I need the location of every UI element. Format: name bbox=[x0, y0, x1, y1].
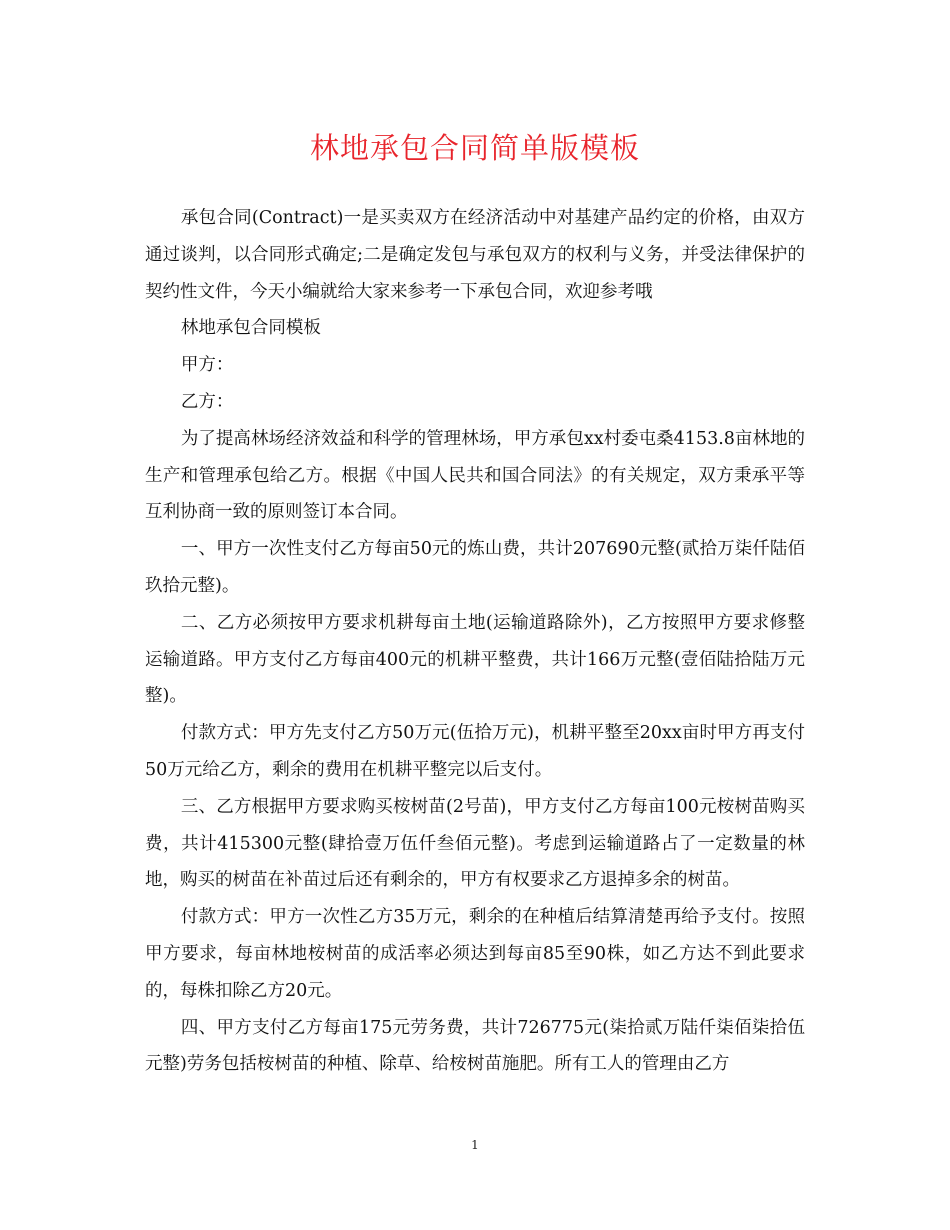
clause-2-paragraph: 二、乙方必须按甲方要求机耕每亩土地(运输道路除外)，乙方按照甲方要求修整运输道路。甲方支付乙方每亩400元的机耕平整费，共计166万元整(壹佰陆拾陆万元整)。 bbox=[145, 612, 805, 707]
party-a-line: 甲方： bbox=[180, 355, 234, 376]
page-number: 1 bbox=[471, 1138, 479, 1152]
intro-paragraph: 承包合同(Contract)一是买卖双方在经济活动中对基建产品约定的价格，由双方通过谈判，以合同形式确定;二是确定发包与承包双方的权利与义务，并受法律保护的契约性文件，今天小编就给大家来参考一下承包合同，欢迎参考哦 bbox=[145, 208, 805, 302]
preamble-paragraph: 为了提高林场经济效益和科学的管理林场，甲方承包xx村委屯桑4153.8亩林地的生产和管理承包给乙方。根据《中国人民共和国合同法》的有关规定，双方秉承平等互利协商一致的原则签订本合同。 bbox=[145, 428, 805, 523]
template-heading: 林地承包合同模板 bbox=[180, 318, 321, 339]
document-body bbox=[145, 200, 805, 1083]
clause-4-paragraph: 四、甲方支付乙方每亩175元劳务费，共计726775元(柒拾贰万陆仟柒佰柒拾伍元整)劳务包括桉树苗的种植、除草、给桉树苗施肥。所有工人的管理由乙方 bbox=[145, 1017, 805, 1075]
payment-method-2-paragraph: 付款方式：甲方一次性乙方35万元，剩余的在种植后结算清楚再给予支付。按照甲方要求，每亩林地桉树苗的成活率必须达到每亩85至90株，如乙方达不到此要求的，每株扣除乙方20元。 bbox=[145, 907, 805, 1001]
clause-3-paragraph: 三、乙方根据甲方要求购买桉树苗(2号苗)，甲方支付乙方每亩100元桉树苗购买费，共计415300元整(肆拾壹万伍仟叁佰元整)。考虑到运输道路占了一定数量的林地，购买的树苗在补苗过后还有剩余的，甲方有权要求乙方退掉多余的树苗。 bbox=[145, 796, 805, 891]
page-title: 林地承包合同简单版模板 bbox=[309, 131, 640, 165]
clause-1-paragraph: 一、甲方一次性支付乙方每亩50元的炼山费，共计207690元整(贰拾万柒仟陆佰玖拾元整)。 bbox=[145, 539, 805, 596]
payment-method-1-paragraph: 付款方式：甲方先支付乙方50万元(伍拾万元)，机耕平整至20xx亩时甲方再支付50万元给乙方，剩余的费用在机耕平整完以后支付。 bbox=[145, 723, 805, 780]
party-b-line: 乙方： bbox=[180, 391, 234, 412]
